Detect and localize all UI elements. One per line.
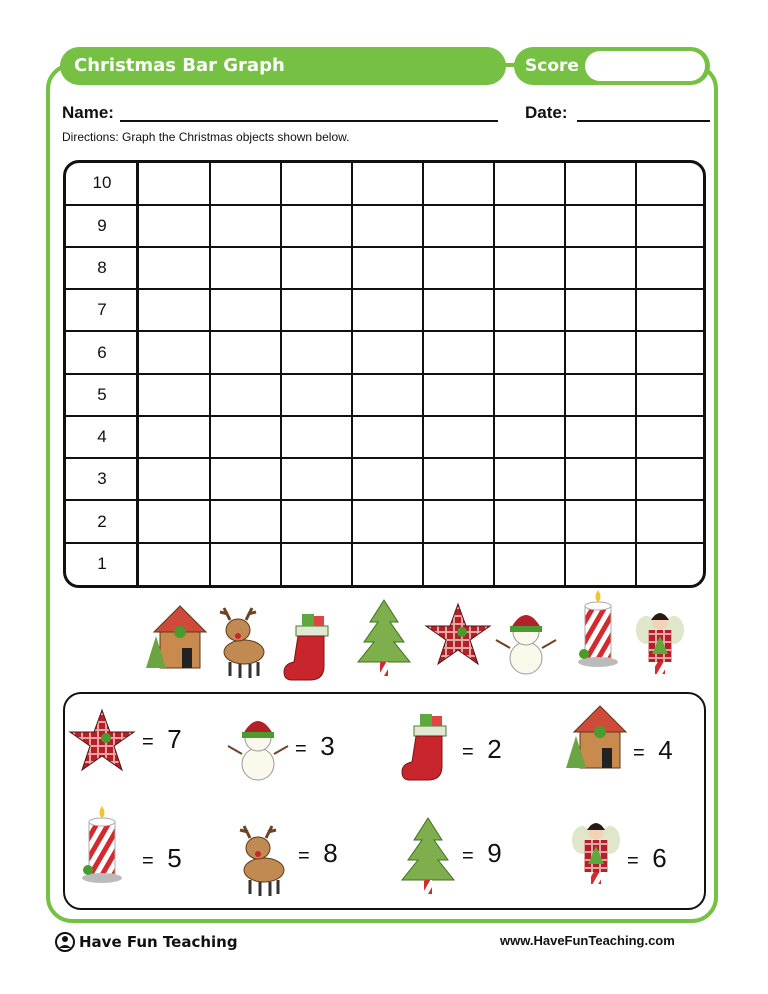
y-tick-label: 6 bbox=[97, 343, 107, 362]
y-tick-label: 3 bbox=[97, 469, 107, 488]
date-label: Date: bbox=[525, 103, 568, 122]
snowman-icon bbox=[496, 615, 556, 674]
stocking-icon bbox=[284, 614, 328, 680]
key-equation-star: = 7 bbox=[142, 724, 182, 754]
worksheet-title: Christmas Bar Graph bbox=[74, 55, 285, 76]
key-value: 4 bbox=[658, 735, 673, 765]
key-equation-angel: = 6 bbox=[627, 843, 667, 873]
brand-name: Have Fun Teaching bbox=[79, 933, 238, 951]
christmas-tree-icon bbox=[358, 600, 410, 676]
footer-brand[interactable] bbox=[55, 932, 238, 952]
y-tick-label: 4 bbox=[97, 427, 107, 446]
key-value: 3 bbox=[320, 731, 335, 761]
brand-logo-icon bbox=[55, 932, 75, 952]
key-equation-candle: = 5 bbox=[142, 843, 182, 873]
key-equation-gingerbread-house: = 4 bbox=[633, 735, 673, 765]
y-tick-label: 8 bbox=[97, 258, 107, 277]
footer-url[interactable]: www.HaveFunTeaching.com bbox=[500, 933, 675, 948]
key-value: 9 bbox=[487, 838, 502, 868]
key-value: 6 bbox=[652, 843, 667, 873]
key-value: 7 bbox=[167, 724, 182, 754]
key-equation-snowman: = 3 bbox=[295, 731, 335, 761]
reindeer-icon bbox=[220, 608, 264, 678]
key-equation-christmas-tree: = 9 bbox=[462, 838, 502, 868]
y-tick-label: 9 bbox=[97, 216, 107, 235]
gingerbread-house-icon bbox=[146, 606, 206, 668]
score-label: Score bbox=[525, 56, 579, 76]
name-label: Name: bbox=[62, 103, 114, 122]
star-icon bbox=[426, 604, 490, 664]
angel-icon bbox=[636, 613, 684, 674]
key-value: 8 bbox=[323, 838, 338, 868]
directions-text: Directions: Graph the Christmas objects shown below. bbox=[62, 130, 350, 144]
key-equation-stocking: = 2 bbox=[462, 734, 502, 764]
y-tick-label: 2 bbox=[97, 512, 107, 531]
y-tick-label: 7 bbox=[97, 300, 107, 319]
key-value: 5 bbox=[167, 843, 182, 873]
y-tick-label: 1 bbox=[97, 554, 107, 573]
y-tick-label: 10 bbox=[92, 173, 112, 192]
candle-icon bbox=[578, 590, 618, 667]
y-tick-label: 5 bbox=[97, 385, 107, 404]
key-equation-reindeer: = 8 bbox=[298, 838, 338, 868]
key-value: 2 bbox=[487, 734, 502, 764]
